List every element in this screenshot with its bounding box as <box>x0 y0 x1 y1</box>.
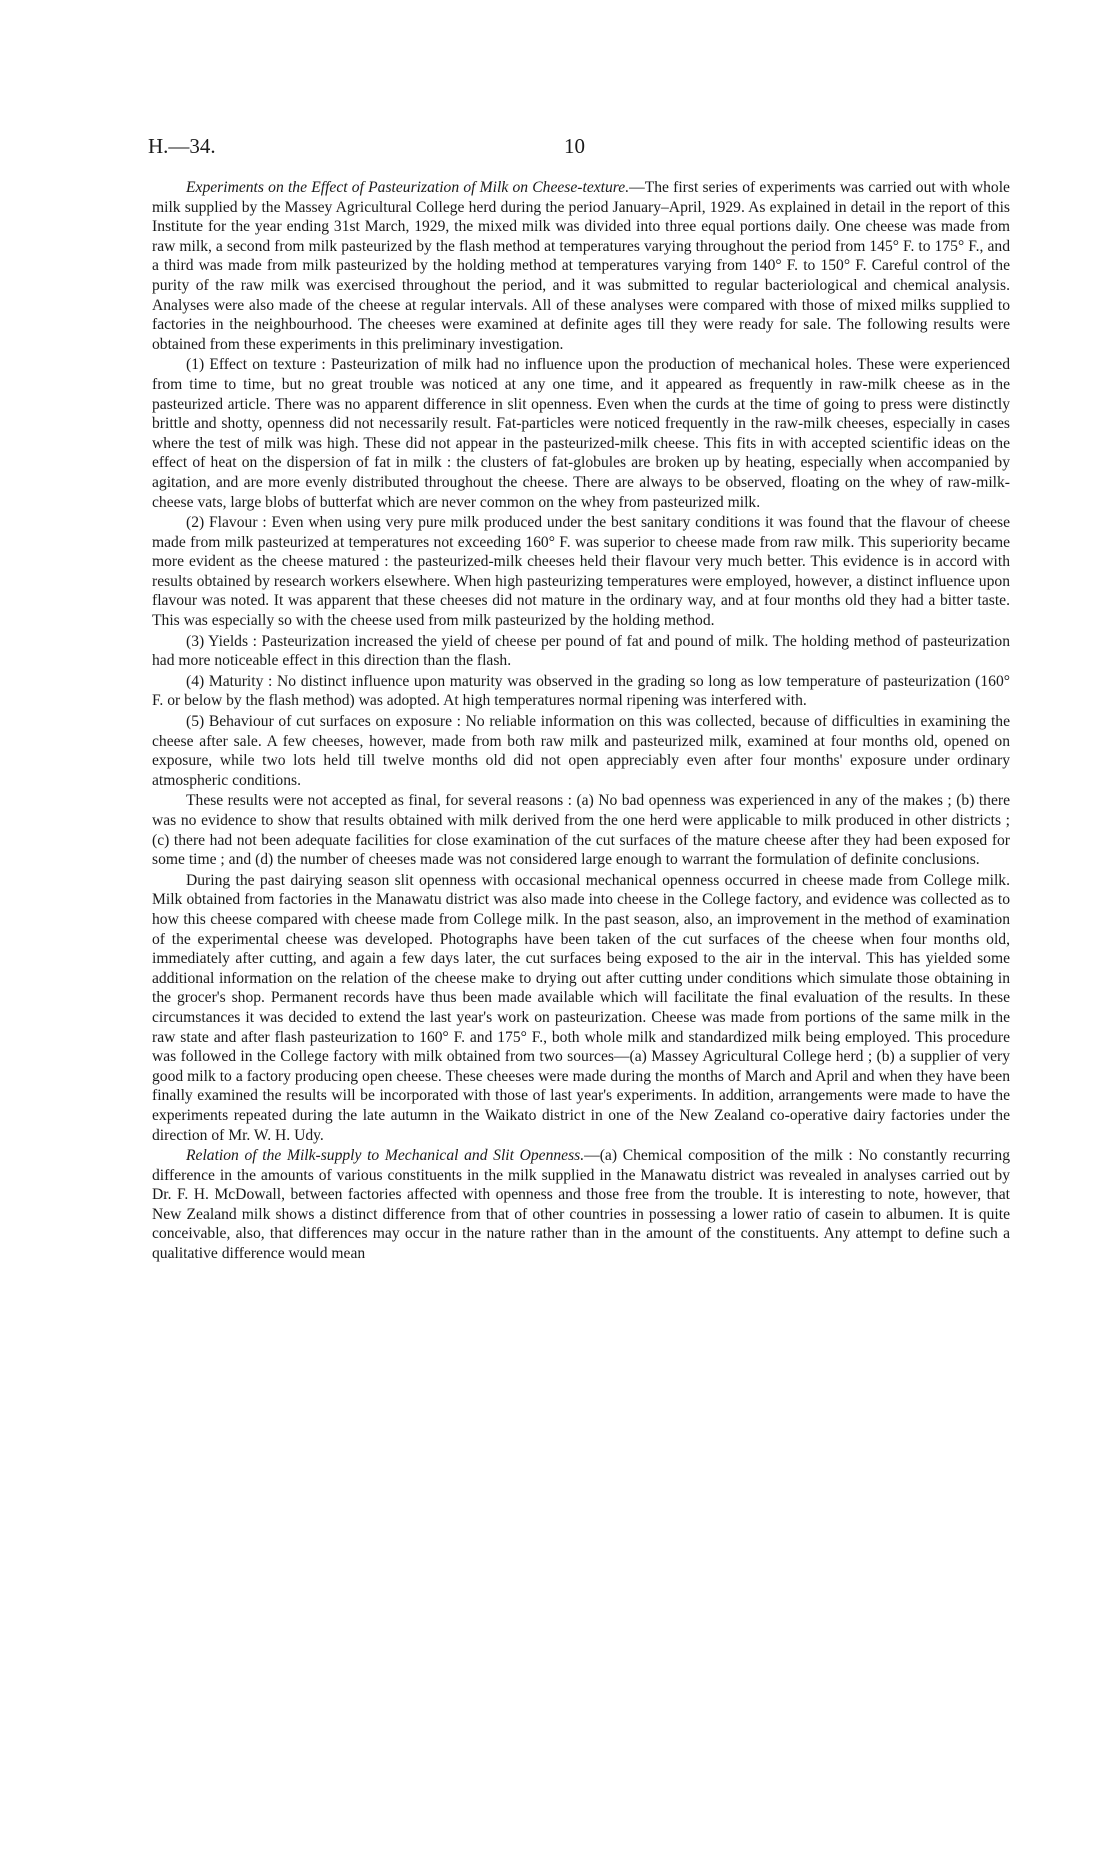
paragraph-lead: Relation of the Milk-supply to Mechanical and Slit Openness. <box>186 1147 585 1165</box>
paragraph <box>152 672 1010 711</box>
paragraph-text: (4) Maturity : No distinct influence upon maturity was observed in the grading so long as low temperature of pasteurization (160° F. or below by the flash method) was adopted. At high temperatures normal ripening was interfered with. <box>152 672 1010 710</box>
paragraph <box>152 871 1010 1145</box>
paragraph-text: (1) Effect on texture : Pasteurization of milk had no influence upon the production of mechanical holes. These were experienced from time to time, but no great trouble was noticed at any one time, and it appeared as frequently in raw-milk cheese as in the pasteurized article. There was no apparent difference in slit openness. Even when the curds at the time of going to press were distinctly brittle and shotty, openness did not necessarily result. Fat-particles were noticed frequently in the raw-milk cheeses, especially in cases where the test of milk was high. These did not appear in the pasteurized-milk cheese. This fits in with accepted scientific ideas on the effect of heat on the dispersion of fat in milk : the clusters of fat-globules are broken up by heating, especially when accompanied by agitation, and are more evenly distributed throughout the cheese. There are always to be observed, floating on the whey of raw-milk-cheese vats, large blobs of butterfat which are never common on the whey from pasteurized milk. <box>152 356 1010 511</box>
paragraph-text: These results were not accepted as final, for several reasons : (a) No bad openness was experienced in any of the makes ; (b) there was no evidence to show that results obtained with milk derived from the one herd were applicable to milk produced in other districts ; (c) there had not been adequate facilities for close examination of the cut surfaces of the mature cheese after they had been exposed for some time ; and (d) the number of cheeses made was not considered large enough to warrant the formulation of definite conclusions. <box>152 792 1010 869</box>
paragraph <box>152 712 1010 790</box>
paragraph <box>152 513 1010 631</box>
paragraph-text: During the past dairying season slit openness with occasional mechanical openness occurred in cheese made from College milk. Milk obtained from factories in the Manawatu district was also made into cheese in the College factory, and evidence was collected as to how this cheese compared with cheese made from College milk. In the past season, also, an improvement in the method of examination of the experimental cheese was developed. Photographs have been taken of the cut surfaces of the cheese when four months old, immediately after cutting, and again a few days later, the cut surfaces being exposed to the air in the interval. This has yielded some additional information on the relation of the cheese make to drying out after cutting under conditions which simulate those obtaining in the grocer's shop. Permanent records have thus been made available which will facilitate the final evaluation of the results. In these circumstances it was decided to extend the last year's work on pasteurization. Cheese was made from portions of the same milk in the raw state and after flash pasteurization to 160° F. and 175° F., both whole milk and standardized milk being employed. This procedure was followed in the College factory with milk obtained from two sources—(a) Massey Agricultural College herd ; (b) a supplier of very good milk to a factory producing open cheese. These cheeses were made during the months of March and April and when they have been finally examined the results will be incorporated with those of last year's experiments. In addition, arrangements were made to have the experiments repeated during the late autumn in the Waikato district in one of the New Zealand co-operative dairy factories under the direction of Mr. W. H. Udy. <box>152 871 1010 1144</box>
paragraph <box>152 178 1010 354</box>
paragraph <box>152 355 1010 512</box>
page-number: 10 <box>564 134 585 158</box>
paragraph-lead: Experiments on the Effect of Pasteurization of Milk on Cheese-texture. <box>186 179 630 196</box>
paragraph <box>152 791 1010 869</box>
paragraph-text: —(a) Chemical composition of the milk : No constantly recurring difference in the amounts of various constituents in the milk supplied in the Manawatu district was revealed in analyses carried out by Dr. F. H. McDowall, between factories affected with openness and those free from the trouble. It is interesting to note, however, that New Zealand milk shows a distinct difference from that of other countries in possessing a lower ratio of casein to albumen. It is quite conceivable, also, that differences may occur in the nature rather than in the amount of the constituents. Any attempt to define such a qualitative difference would mean <box>152 1147 1010 1263</box>
document-reference: H.—34. <box>148 134 216 158</box>
paragraph-text: (5) Behaviour of cut surfaces on exposure : No reliable information on this was collected, because of difficulties in examining the cheese after sale. A few cheeses, however, made from both raw milk and pasteurized milk, examined at four months old, opened on exposure, while two lots held till twelve months old did not open appreciably even after four months' exposure under ordinary atmospheric conditions. <box>152 713 1010 789</box>
paragraph <box>152 1146 1010 1264</box>
paragraph-text: (3) Yields : Pasteurization increased the yield of cheese per pound of fat and pound of milk. The holding method of pasteurization had more noticeable effect in this direction than the flash. <box>152 632 1010 670</box>
paragraph-text: —The first series of experiments was carried out with whole milk supplied by the Massey Agricultural College herd during the period January–April, 1929. As explained in detail in the report of this Institute for the year ending 31st March, 1929, the mixed milk was divided into three equal portions daily. One cheese was made from raw milk, a second from milk pasteurized by the flash method at temperatures varying throughout the period from 145° F. to 175° F., and a third was made from milk pasteurized by the holding method at temperatures varying from 140° F. to 150° F. Careful control of the purity of the raw milk was exercised throughout the period, and it was submitted to regular bacteriological and chemical analysis. Analyses were also made of the cheese at regular intervals. All of these analyses were compared with those of mixed milks supplied to factories in the neighbourhood. The cheeses were examined at definite ages till they were ready for sale. The following results were obtained from these experiments in this preliminary investigation. <box>152 179 1010 353</box>
page-header <box>148 134 1008 164</box>
paragraph <box>152 632 1010 671</box>
body-text <box>152 178 1010 1265</box>
paragraph-text: (2) Flavour : Even when using very pure milk produced under the best sanitary conditions it was found that the flavour of cheese made from milk pasteurized at temperatures not exceeding 160° F. was superior to cheese made from raw milk. This superiority became more evident as the cheese matured : the pasteurized-milk cheeses held their flavour very much better. This evidence is in accord with results obtained by research workers elsewhere. When high pasteurizing temperatures were employed, however, a distinct influence upon flavour was noted. It was apparent that these cheeses did not mature in the ordinary way, and at four months old they had a bitter taste. This was especially so with the cheese used from milk pasteurized by the holding method. <box>152 514 1010 630</box>
